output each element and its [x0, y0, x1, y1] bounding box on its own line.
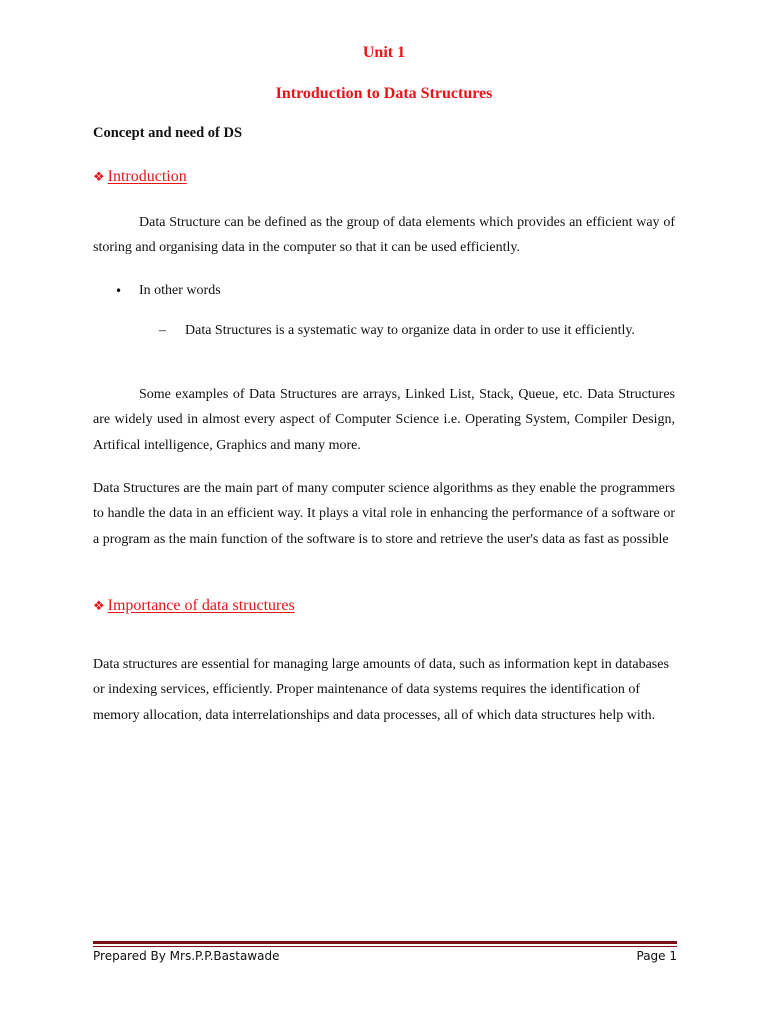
footer-author: Prepared By Mrs.P.P.Bastawade [93, 949, 280, 963]
subheading: Concept and need of DS [93, 125, 243, 141]
page-title: Introduction to Data Structures [275, 85, 493, 102]
footer-divider [93, 941, 677, 944]
footer-page-number: Page 1 [636, 949, 677, 963]
diamond-star-icon: ❖ [93, 170, 105, 185]
section-heading-label: Importance of data structures [107, 597, 295, 614]
intro-paragraph-1: Data Structure can be defined as the group of data elements which provides an efficient way of storing and organising data in the computer so that it can be used efficiently. [93, 215, 675, 256]
sub-list-item: Data Structures is a systematic way to organize data in order to use it efficiently. [185, 323, 635, 338]
section-heading-introduction [93, 168, 187, 186]
bullet-icon: • [115, 284, 123, 298]
section-heading-importance [93, 597, 295, 615]
document-page [93, 0, 675, 1024]
dash-icon: – [159, 323, 166, 338]
importance-paragraph: Data structures are essential for managing large amounts of data, such as information kept in databases or indexing services, efficiently. Proper maintenance of data systems requires the identification of memory allocation, data interrelationships and data processes, all of which data structures help with. [93, 657, 669, 723]
footer-divider-thin [93, 946, 677, 947]
unit-title: Unit 1 [362, 44, 406, 61]
diamond-star-icon: ❖ [93, 599, 105, 614]
intro-paragraph-3: Data Structures are the main part of many computer science algorithms as they enable the programmers to handle the data in an efficient way. It plays a vital role in enhancing the performance of a software or a program as the main function of the software is to store and retrieve the user's data as fast as possible [93, 481, 675, 547]
intro-paragraph-2: Some examples of Data Structures are arrays, Linked List, Stack, Queue, etc. Data Structures are widely used in almost every aspect of Computer Science i.e. Operating System, Compiler Design, Artifical intelligence, Graphics and many more. [93, 387, 675, 453]
list-item-label: In other words [139, 283, 221, 298]
section-heading-label: Introduction [107, 168, 187, 185]
